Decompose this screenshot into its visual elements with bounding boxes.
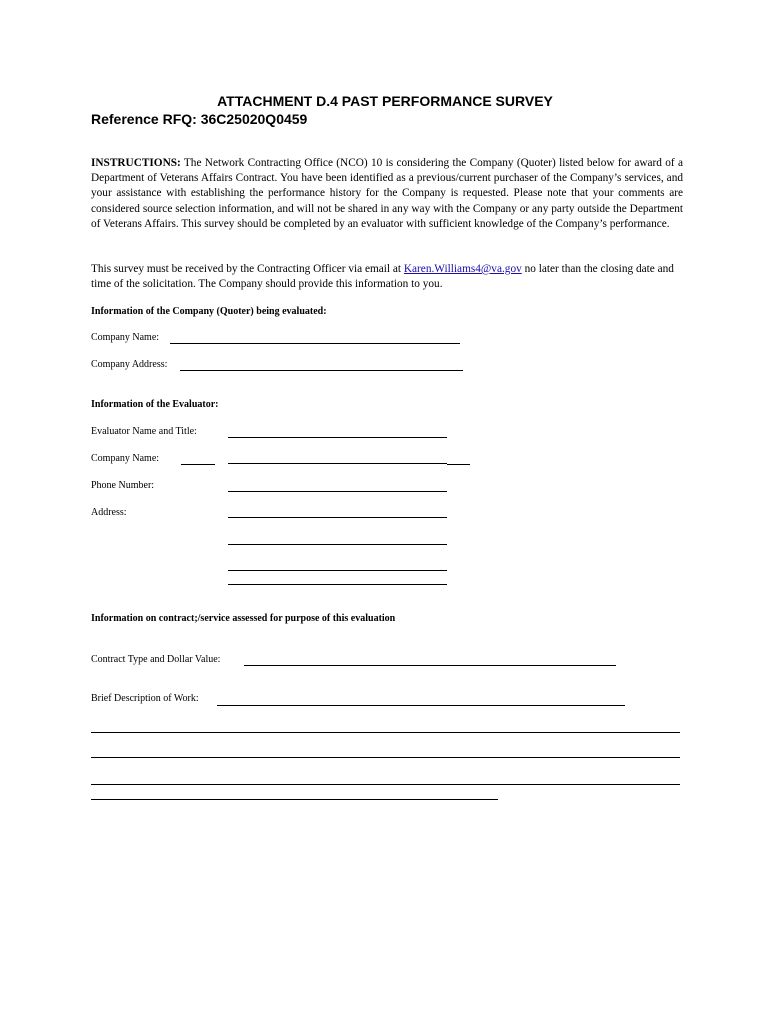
contract-section-heading: Information on contract;/service assessed for purpose of this evaluation (91, 613, 396, 624)
company-name-field[interactable] (170, 343, 460, 344)
evaluator-address-line-3[interactable] (228, 570, 447, 571)
company-address-label: Company Address: (91, 359, 168, 370)
survey-note-text-before: This survey must be received by the Contracting Officer via email at (91, 263, 404, 275)
evaluator-address-line-1[interactable] (228, 517, 447, 518)
survey-note-text-after: no later than the closing date and time of the solicitation. The Company should provide this information to you. (91, 263, 674, 291)
evaluator-company-field-short[interactable] (181, 464, 215, 465)
work-description-line-2[interactable] (91, 732, 680, 733)
contract-type-value-label: Contract Type and Dollar Value: (91, 654, 221, 665)
company-section-heading: Information of the Company (Quoter) being evaluated: (91, 306, 327, 317)
work-description-line-3[interactable] (91, 757, 680, 758)
evaluator-company-field-tail[interactable] (447, 464, 470, 465)
company-address-field[interactable] (180, 370, 463, 371)
evaluator-address-label: Address: (91, 507, 127, 518)
instructions-paragraph (91, 156, 683, 232)
evaluator-company-field[interactable] (228, 463, 447, 464)
evaluator-phone-label: Phone Number: (91, 480, 155, 491)
evaluator-address-line-4[interactable] (228, 584, 447, 585)
evaluator-phone-field[interactable] (228, 491, 447, 492)
evaluator-company-label: Company Name: (91, 453, 160, 464)
evaluator-name-title-field[interactable] (228, 437, 447, 438)
document-title: ATTACHMENT D.4 PAST PERFORMANCE SURVEY (217, 93, 553, 109)
reference-rfq: Reference RFQ: 36C25020Q0459 (91, 111, 308, 127)
work-description-line-4[interactable] (91, 784, 680, 785)
instructions-label: INSTRUCTIONS: (91, 157, 181, 169)
contract-type-value-field[interactable] (244, 665, 616, 666)
work-description-field[interactable] (217, 705, 625, 706)
company-name-label: Company Name: (91, 332, 160, 343)
evaluator-name-title-label: Evaluator Name and Title: (91, 426, 197, 437)
email-link[interactable]: Karen.Williams4@va.gov (403, 263, 522, 275)
work-description-line-5[interactable] (91, 799, 498, 800)
survey-note-paragraph (91, 262, 683, 292)
evaluator-address-line-2[interactable] (228, 544, 447, 545)
evaluator-section-heading: Information of the Evaluator: (91, 399, 219, 410)
work-description-label: Brief Description of Work: (91, 693, 199, 704)
instructions-text: The Network Contracting Office (NCO) 10 is considering the Company (Quoter) listed below for award of a Department of Veterans Affairs Contract. You have been identified as a previous/current purchaser of the Company’s services, and your assistance with establishing the performance history for the Company is requested. Please note that your comments are considered source selection information, and will not be shared in any way with the Company or any party outside the Department of Veterans Affairs. This survey should be completed by an evaluator with sufficient knowledge of the Company’s performance. (91, 157, 683, 230)
